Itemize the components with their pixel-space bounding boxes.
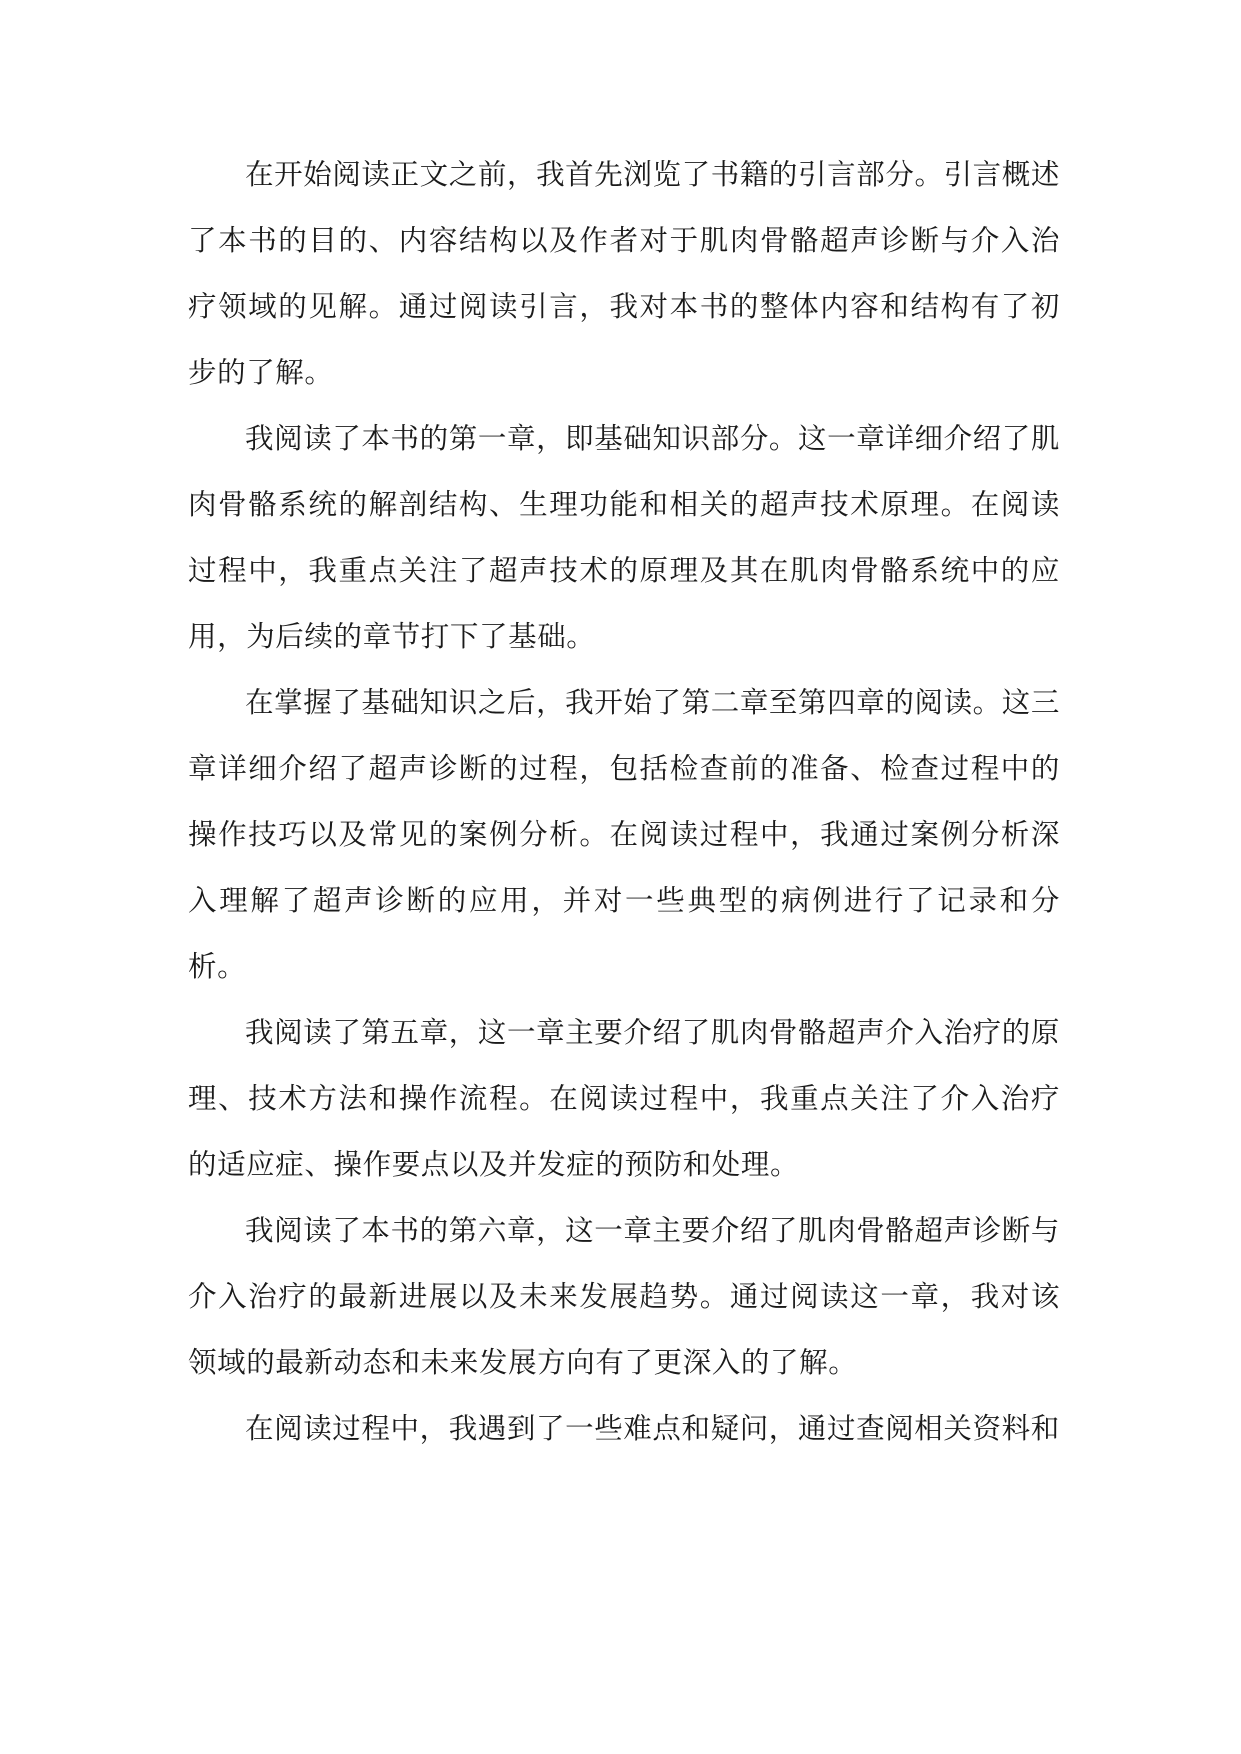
paragraph-chapter-six: 我阅读了本书的第六章，这一章主要介绍了肌肉骨骼超声诊断与介入治疗的最新进展以及未来发展趋势。通过阅读这一章，我对该领域的最新动态和未来发展方向有了更深入的了解。: [188, 1214, 1060, 1379]
paragraph-chapter-one: 我阅读了本书的第一章，即基础知识部分。这一章详细介绍了肌肉骨骼系统的解剖结构、生理功能和相关的超声技术原理。在阅读过程中，我重点关注了超声技术的原理及其在肌肉骨骼系统中的应用，为后续的章节打下了基础。: [188, 422, 1060, 653]
paragraph-chapter-five: 我阅读了第五章，这一章主要介绍了肌肉骨骼超声介入治疗的原理、技术方法和操作流程。在阅读过程中，我重点关注了介入治疗的适应症、操作要点以及并发症的预防和处理。: [188, 1016, 1060, 1181]
paragraph-intro-overview: 在开始阅读正文之前，我首先浏览了书籍的引言部分。引言概述了本书的目的、内容结构以及作者对于肌肉骨骼超声诊断与介入治疗领域的见解。通过阅读引言，我对本书的整体内容和结构有了初步的了解。: [188, 158, 1060, 389]
document-body: [188, 142, 1060, 1462]
paragraph-difficulties: 在阅读过程中，我遇到了一些难点和疑问，通过查阅相关资料和: [245, 1412, 1060, 1445]
paragraph-chapters-two-to-four: 在掌握了基础知识之后，我开始了第二章至第四章的阅读。这三章详细介绍了超声诊断的过程，包括检查前的准备、检查过程中的操作技巧以及常见的案例分析。在阅读过程中，我通过案例分析深入理解了超声诊断的应用，并对一些典型的病例进行了记录和分析。: [188, 686, 1060, 983]
